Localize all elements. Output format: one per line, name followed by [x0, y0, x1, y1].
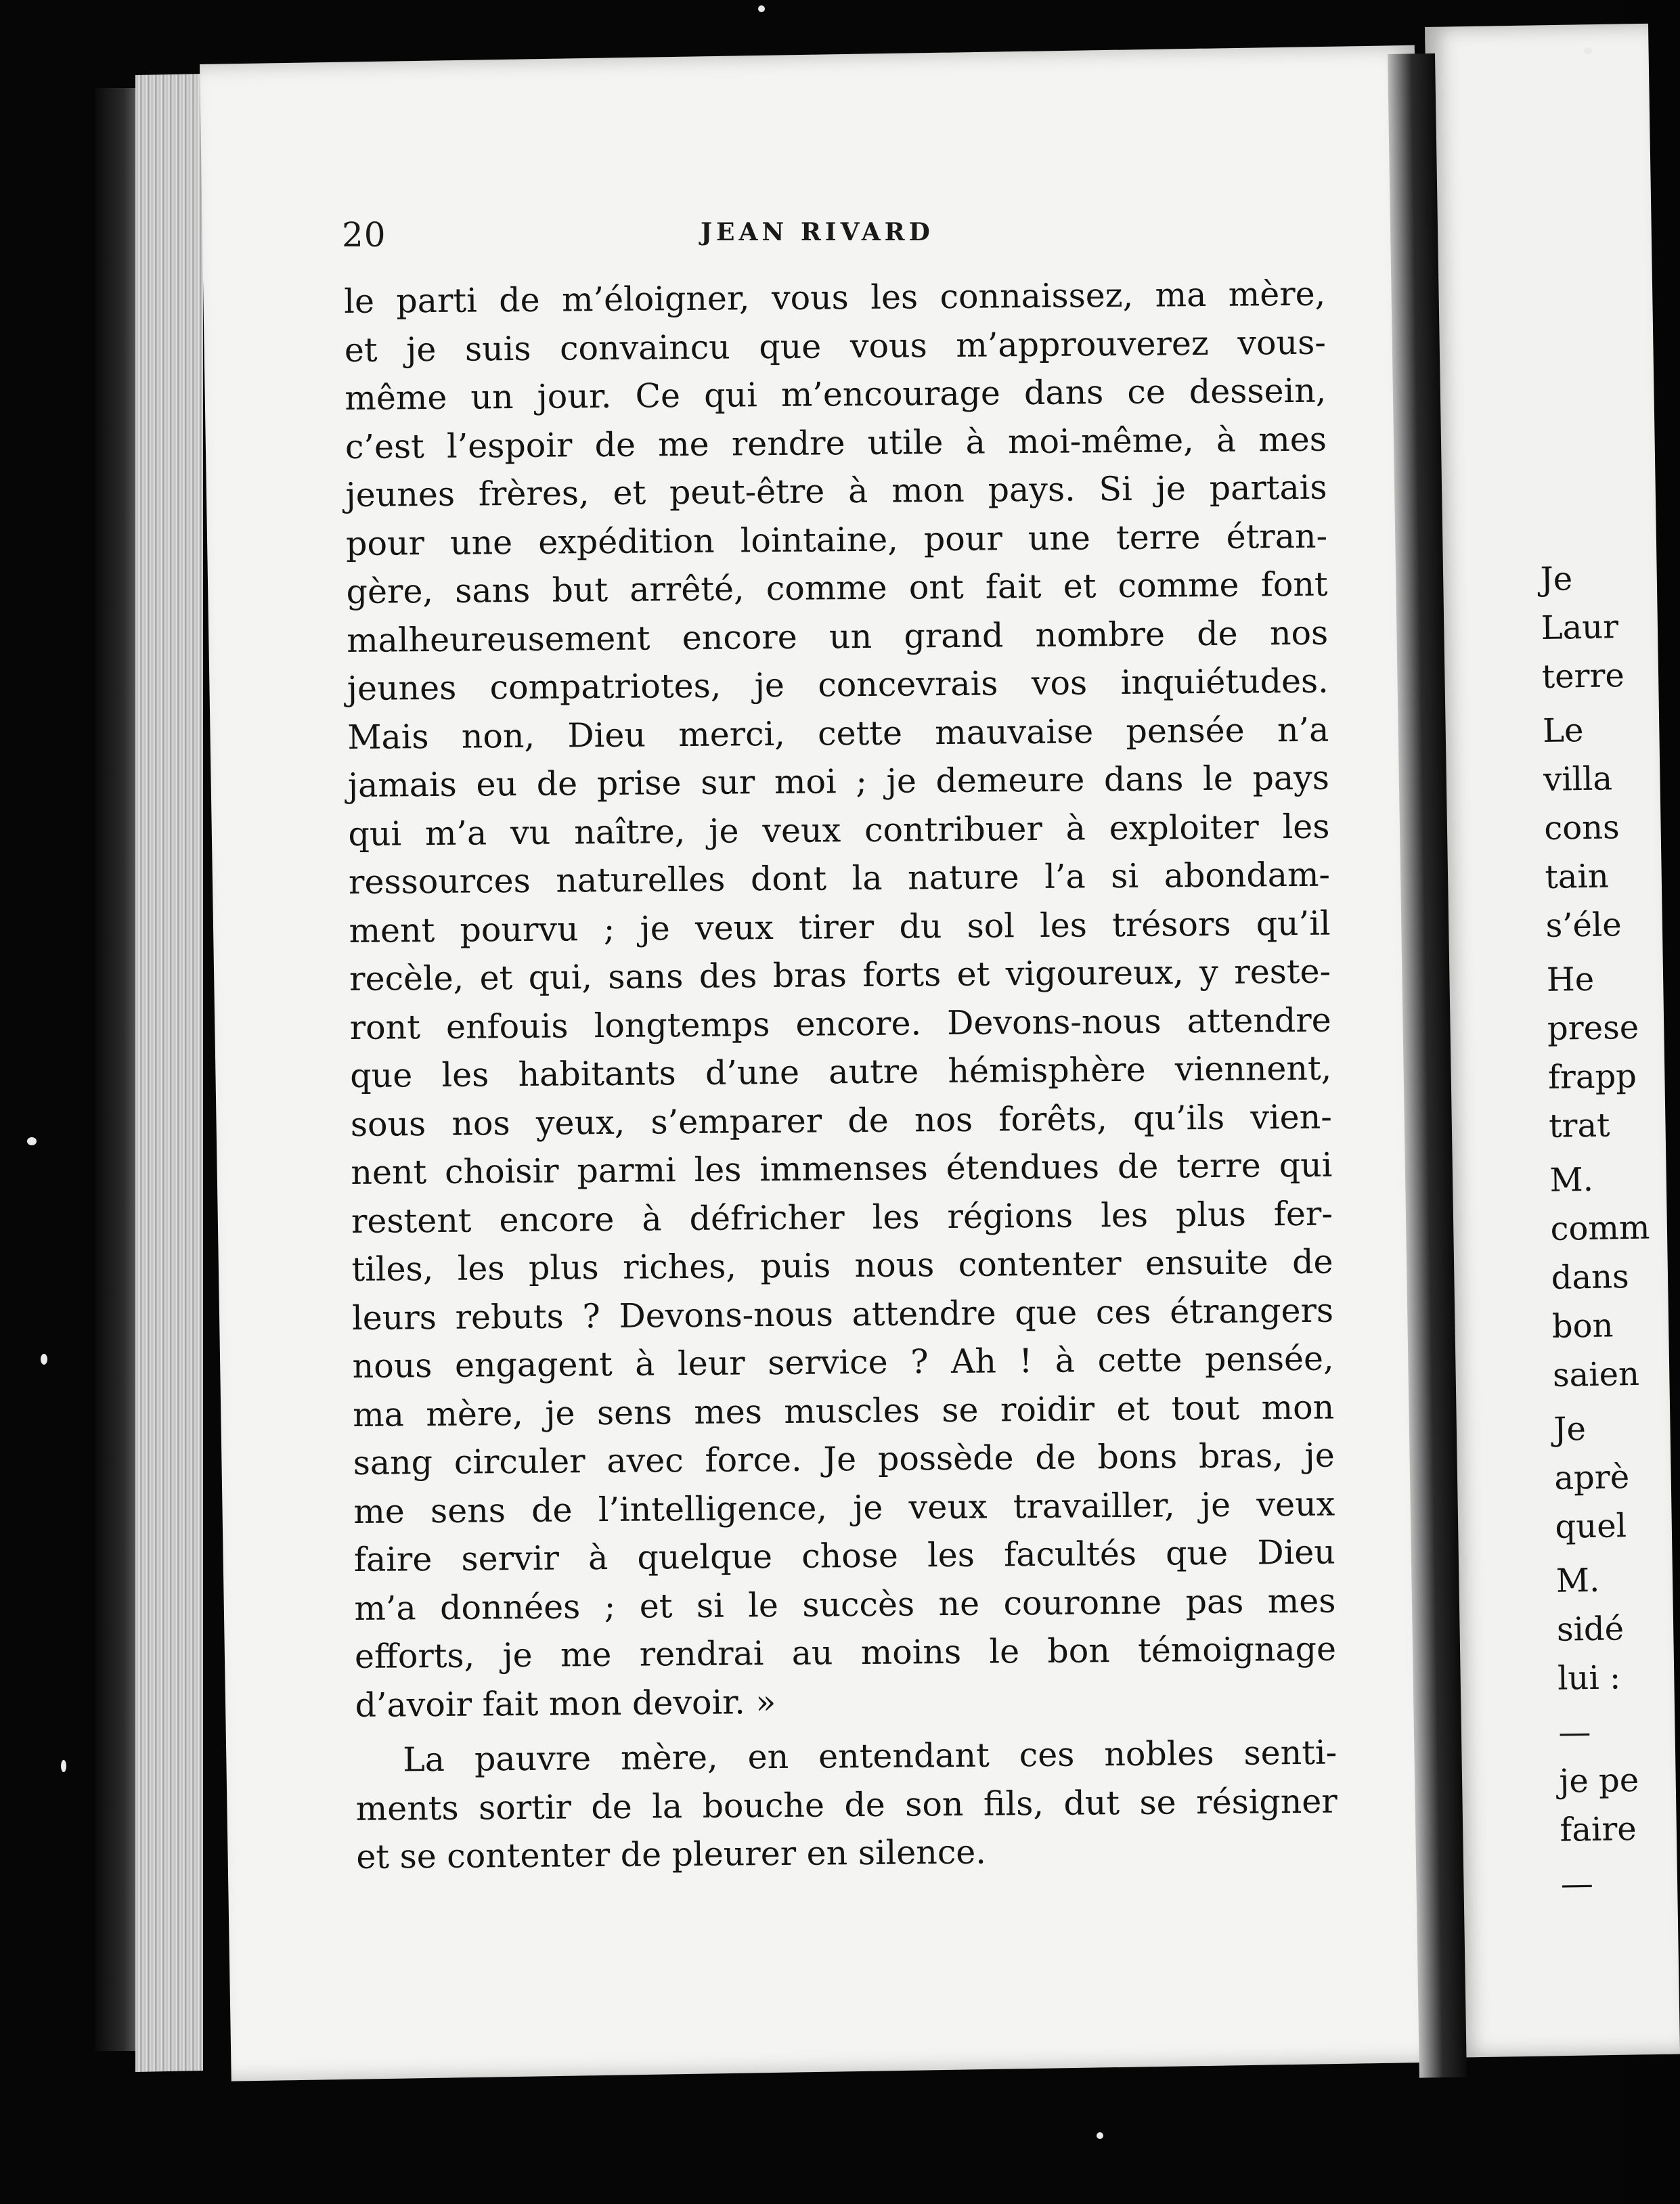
right-page-fragment: cons — [1543, 808, 1620, 847]
right-page-fragment: M. — [1555, 1561, 1600, 1600]
text-line: efforts, je me rendrai au moins le bon témoignage — [354, 1629, 1337, 1676]
text-line: même un jour. Ce qui m’encourage dans ce dessein, — [345, 371, 1327, 418]
text-line: nous engagent à leur service ? Ah ! à cette pensée, — [352, 1339, 1334, 1386]
right-page-fragment: tain — [1545, 857, 1610, 896]
page-number: 20 — [342, 215, 386, 255]
text-line: gère, sans but arrêté, comme ont fait et comme font — [346, 565, 1328, 611]
scan-speck — [61, 1760, 66, 1772]
body-text — [344, 270, 1338, 1882]
scan-speck — [758, 5, 765, 12]
text-line: tiles, les plus riches, puis nous contenter ensuite de — [351, 1242, 1333, 1289]
right-page-fragment: — — [1557, 1713, 1591, 1752]
right-page-fragment: quel — [1555, 1507, 1627, 1546]
right-page-fragment: trat — [1548, 1106, 1610, 1145]
text-line: leurs rebuts ? Devons-nous attendre que ces étrangers — [351, 1291, 1334, 1338]
text-line: ront enfouis longtemps encore. Devons-nous attendre — [349, 1000, 1331, 1047]
text-line: La pauvre mère, en entendant ces nobles senti- — [402, 1733, 1338, 1780]
book-page-edges — [135, 74, 203, 2072]
text-line: pour une expédition lointaine, pour une terre étran- — [345, 516, 1328, 563]
text-line: qui m’a vu naître, je veux contribuer à exploiter les — [348, 807, 1330, 854]
text-line: ments sortir de la bouche de son fils, dut se résigner — [355, 1782, 1338, 1828]
right-page-fragment: Je — [1553, 1410, 1587, 1449]
text-line: ma mère, je sens mes muscles se roidir et tout mon — [352, 1388, 1335, 1434]
text-line: sang circuler avec force. Je possède de bons bras, je — [353, 1436, 1335, 1482]
scan-speck — [1584, 47, 1592, 54]
right-page-fragment: dans — [1551, 1258, 1630, 1297]
right-page-fragment: aprè — [1553, 1458, 1630, 1497]
text-line: ment pourvu ; je veux tirer du sol les trésors qu’il — [349, 904, 1331, 950]
text-line: le parti de m’éloigner, vous les connaissez, ma mère, — [344, 274, 1326, 321]
text-line: et je suis convaincu que vous m’approuverez vous- — [344, 323, 1327, 370]
text-line: Mais non, Dieu merci, cette mauvaise pensée n’a — [347, 710, 1329, 757]
right-page-fragment: — — [1560, 1865, 1594, 1903]
right-page-fragment: He — [1546, 960, 1595, 999]
scan-speck — [41, 1354, 47, 1365]
text-line: que les habitants d’une autre hémisphère viennent, — [350, 1049, 1332, 1095]
running-head: JEAN RIVARD — [701, 218, 934, 246]
right-page-fragment: villa — [1543, 759, 1613, 799]
text-line: recèle, et qui, sans des bras forts et vigoureux, y reste- — [349, 952, 1331, 998]
text-line: et se contenter de pleurer en silence. — [356, 1832, 987, 1876]
right-page-fragment: s’éle — [1545, 906, 1622, 945]
text-line: sous nos yeux, s’emparer de nos forêts, qu’ils vien- — [350, 1097, 1333, 1144]
scan-speck — [1097, 2132, 1103, 2139]
text-line: faire servir à quelque chose les facultés que Dieu — [353, 1533, 1336, 1579]
text-line: m’a données ; et si le succès ne couronne pas mes — [354, 1581, 1336, 1628]
text-line: ressources naturelles dont la nature l’a si abondam- — [348, 855, 1331, 902]
right-page-fragment: comm — [1550, 1208, 1650, 1248]
right-page-fragment: faire — [1560, 1809, 1637, 1849]
right-page-fragment: je pe — [1559, 1761, 1639, 1801]
text-line: malheureusement encore un grand nombre de nos — [346, 613, 1329, 660]
text-line: c’est l’espoir de me rendre utile à moi-même, à mes — [345, 420, 1327, 466]
text-line: restent encore à défricher les régions les plus fer- — [351, 1194, 1333, 1241]
right-page-fragment: Laur — [1541, 608, 1619, 647]
text-line: me sens de l’intelligence, je veux travailler, je veux — [353, 1484, 1335, 1531]
right-page-fragment: Je — [1540, 560, 1573, 598]
right-page-fragment: bon — [1551, 1306, 1614, 1346]
text-line: jamais eu de prise sur moi ; je demeure dans le pays — [347, 758, 1330, 805]
text-line: d’avoir fait mon devoir. » — [355, 1682, 776, 1725]
text-line: jeunes compatriotes, je concevrais vos inquiétudes. — [347, 661, 1329, 708]
right-page-fragment: terre — [1541, 657, 1625, 696]
right-page-fragment: sidé — [1556, 1610, 1624, 1649]
right-page-fragment: M. — [1549, 1160, 1594, 1199]
right-page-fragment: Le — [1542, 711, 1584, 750]
text-line: nent choisir parmi les immenses étendues de terre qui — [351, 1145, 1333, 1192]
text-line: jeunes frères, et peut-être à mon pays. Si je partais — [345, 468, 1327, 514]
right-page-fragment: saien — [1552, 1354, 1640, 1394]
page-header — [342, 215, 1323, 269]
right-page-fragment: lui : — [1557, 1658, 1621, 1698]
right-page-fragment: prese — [1547, 1008, 1639, 1048]
right-page-fragment: frapp — [1547, 1057, 1637, 1097]
scan-speck — [27, 1137, 37, 1145]
